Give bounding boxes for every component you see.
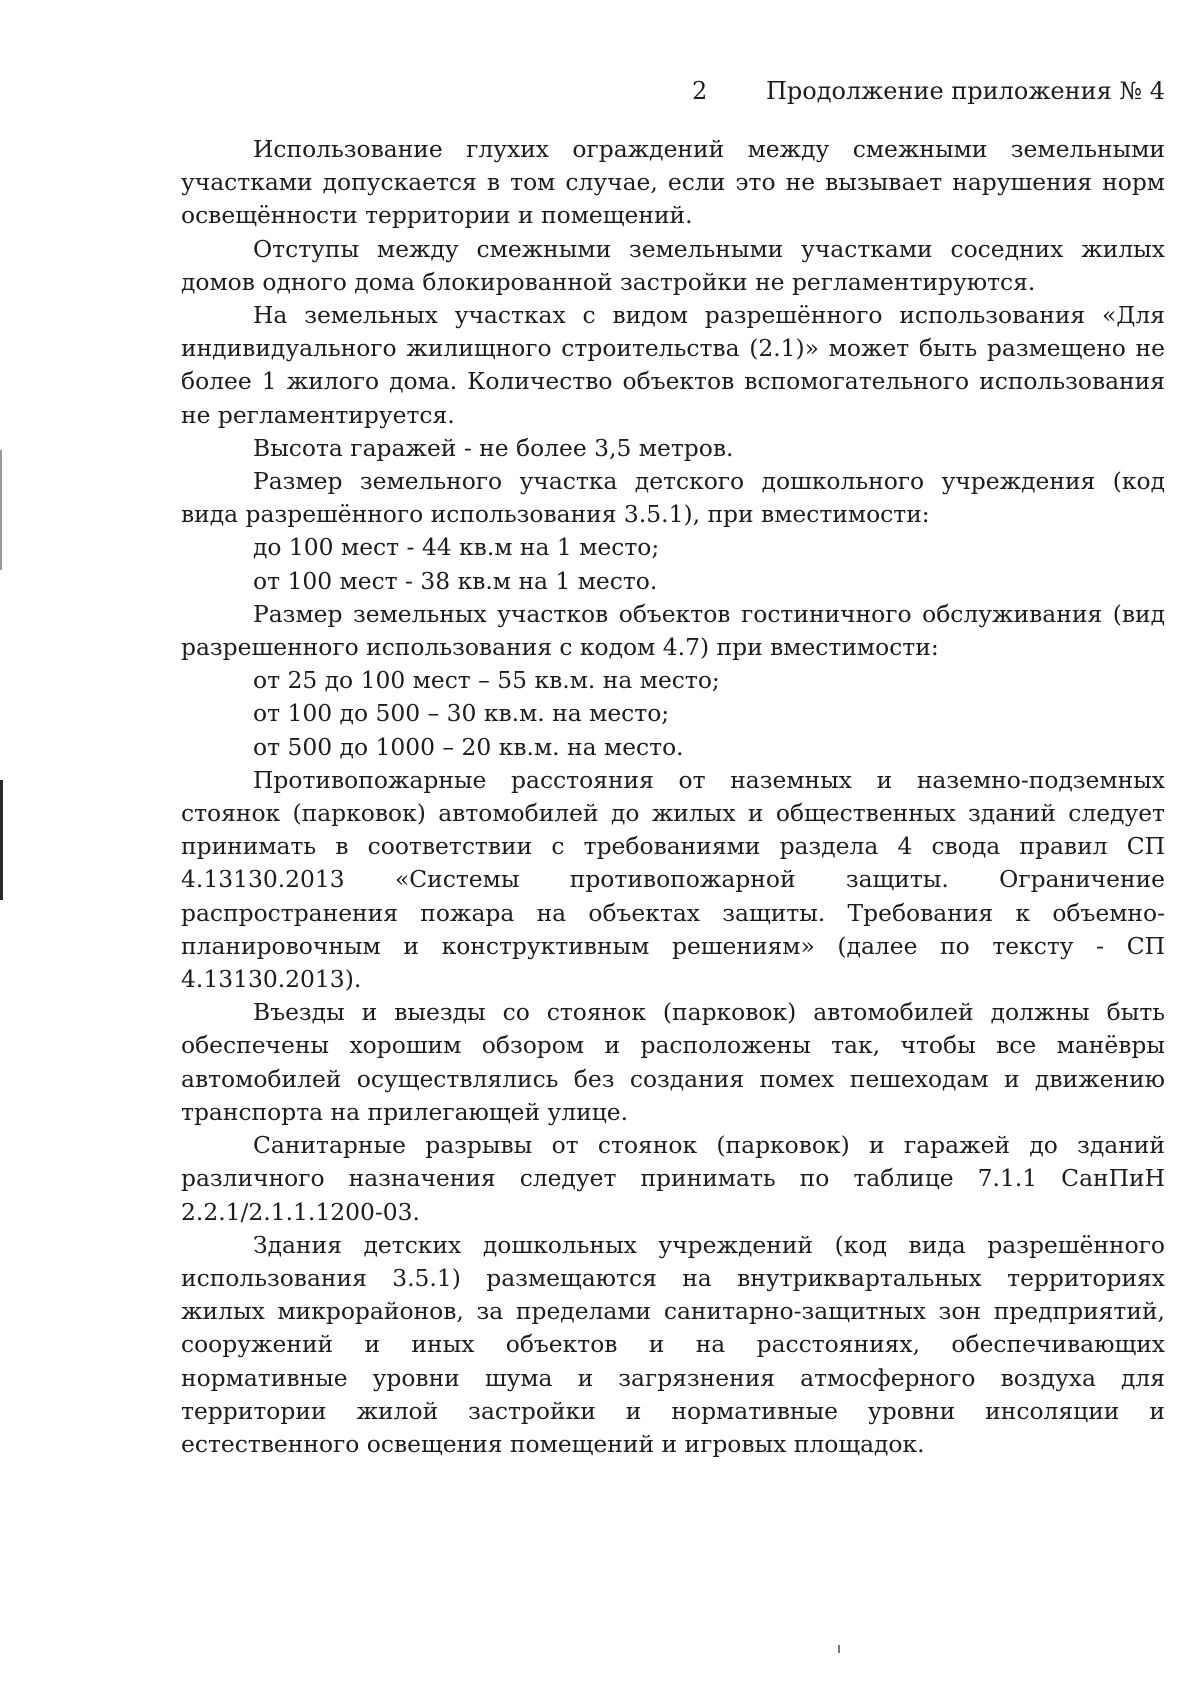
- page-header: [180, 74, 1165, 114]
- paragraph: Отступы между смежными земельными участками соседних жилых домов одного дома блокированной застройки не регламентируются.: [181, 234, 1165, 296]
- paragraph: Въезды и выезды со стоянок (парковок) автомобилей должны быть обеспечены хорошим обзором и расположены так, чтобы все манёвры автомобилей осуществлялись без создания помех пешеходам и движению транспорта на прилегающей улице.: [181, 998, 1165, 1126]
- header-title: Продолжение приложения № 4: [765, 77, 1165, 105]
- paragraph: Размер земельного участка детского дошкольного учреждения (код вида разрешённого использования 3.5.1), при вместимости:: [181, 467, 1165, 529]
- paragraph: Санитарные разрывы от стоянок (парковок) и гаражей до зданий различного назначения следует принимать по таблице 7.1.1 СанПиН 2.2.1/2.1.1.1200-03.: [181, 1131, 1165, 1226]
- paragraph: Противопожарные расстояния от наземных и наземно-подземных стоянок (парковок) автомобилей до жилых и общественных зданий следует принимать в соответствии с требованиями раздела 4 свода правил СП 4.13130.2013 «Системы противопожарной защиты. Ограничение распространения пожара на объектах защиты. Требования к объемно-планировочным и конструктивным решениям» (далее по тексту - СП 4.13130.2013).: [181, 765, 1165, 994]
- list-item: от 25 до 100 мест – 55 кв.м. на место;: [253, 666, 720, 695]
- page-number: 2: [692, 77, 708, 105]
- scan-edge-mark: [0, 780, 3, 900]
- paragraph: На земельных участках с видом разрешённого использования «Для индивидуального жилищного строительства (2.1)» может быть размещено не более 1 жилого дома. Количество объектов вспомогательного использования не регламентируется.: [181, 301, 1165, 429]
- list-item: от 100 мест - 38 кв.м на 1 место.: [253, 566, 658, 595]
- paragraph: Использование глухих ограждений между смежными земельными участками допускается в том случае, если это не вызывает нарушения норм освещённости территории и помещений.: [181, 135, 1165, 230]
- list-item: от 100 до 500 – 30 кв.м. на место;: [253, 699, 670, 728]
- document-body: [181, 133, 1165, 1461]
- paragraph: Размер земельных участков объектов гостиничного обслуживания (вид разрешенного использования с кодом 4.7) при вместимости:: [181, 599, 1165, 662]
- scan-artifact: [838, 1645, 840, 1653]
- list-item: до 100 мест - 44 кв.м на 1 место;: [253, 533, 660, 562]
- paragraph: Здания детских дошкольных учреждений (код вида разрешённого использования 3.5.1) размещаются на внутриквартальных территориях жилых микрорайонов, за пределами санитарно-защитных зон предприятий, сооружений и иных объектов и на расстояниях, обеспечивающих нормативные уровни шума и загрязнения атмосферного воздуха для территории жилой застройки и нормативные уровни инсоляции и естественного освещения помещений и игровых площадок.: [181, 1230, 1165, 1458]
- scan-edge-mark: [0, 450, 2, 570]
- list-item: от 500 до 1000 – 20 кв.м. на место.: [253, 732, 684, 761]
- paragraph: Высота гаражей - не более 3,5 метров.: [253, 433, 734, 462]
